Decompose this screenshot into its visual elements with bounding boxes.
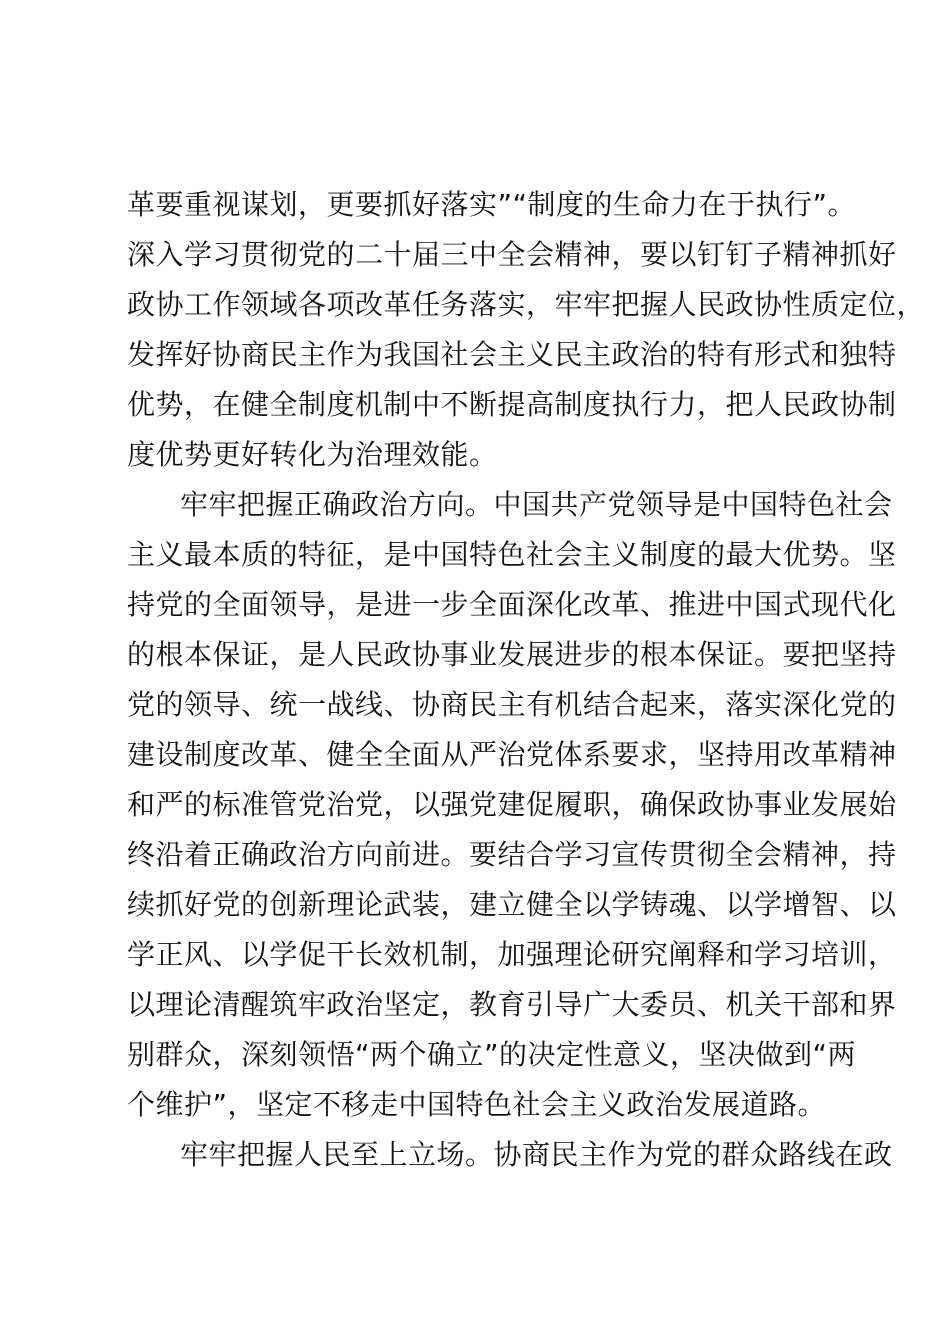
text-line: 发挥好协商民主作为我国社会主义民主政治的特有形式和独特 bbox=[127, 338, 897, 371]
text-line: 学正风、以学促干长效机制，加强理论研究阐释和学习培训， bbox=[127, 938, 897, 971]
text-line: 和严的标准管党治党，以强党建促履职，确保政协事业发展始 bbox=[127, 788, 897, 821]
text-line: 建设制度改革、健全全面从严治党体系要求，坚持用改革精神 bbox=[127, 738, 897, 771]
text-line: 政协工作领域各项改革任务落实，牢牢把握人民政协性质定位， bbox=[127, 288, 926, 321]
paragraph-heading-line: 牢牢把握人民至上立场。协商民主作为党的群众路线在政 bbox=[180, 1138, 893, 1171]
text-line: 个维护”，坚定不移走中国特色社会主义政治发展道路。 bbox=[127, 1088, 827, 1121]
text-line: 革要重视谋划，更要抓好落实”“制度的生命力在于执行”。 bbox=[127, 188, 857, 221]
text-line: 的根本保证，是人民政协事业发展进步的根本保证。要把坚持 bbox=[127, 638, 897, 671]
text-line: 度优势更好转化为治理效能。 bbox=[127, 438, 498, 471]
text-line: 党的领导、统一战线、协商民主有机结合起来，落实深化党的 bbox=[127, 688, 897, 721]
text-line: 主义最本质的特征，是中国特色社会主义制度的最大优势。坚 bbox=[127, 538, 897, 571]
text-line: 续抓好党的创新理论武装，建立健全以学铸魂、以学增智、以 bbox=[127, 888, 897, 921]
text-line: 深入学习贯彻党的二十届三中全会精神，要以钉钉子精神抓好 bbox=[127, 238, 897, 271]
text-line: 持党的全面领导，是进一步全面深化改革、推进中国式现代化 bbox=[127, 588, 897, 621]
text-line: 终沿着正确政治方向前进。要结合学习宣传贯彻全会精神，持 bbox=[127, 838, 897, 871]
text-line: 别群众，深刻领悟“两个确立”的决定性意义，坚决做到“两 bbox=[127, 1038, 857, 1071]
text-line: 优势，在健全制度机制中不断提高制度执行力，把人民政协制 bbox=[127, 388, 897, 421]
text-line: 以理论清醒筑牢政治坚定，教育引导广大委员、机关干部和界 bbox=[127, 988, 897, 1021]
paragraph-heading-line: 牢牢把握正确政治方向。中国共产党领导是中国特色社会 bbox=[180, 488, 893, 521]
